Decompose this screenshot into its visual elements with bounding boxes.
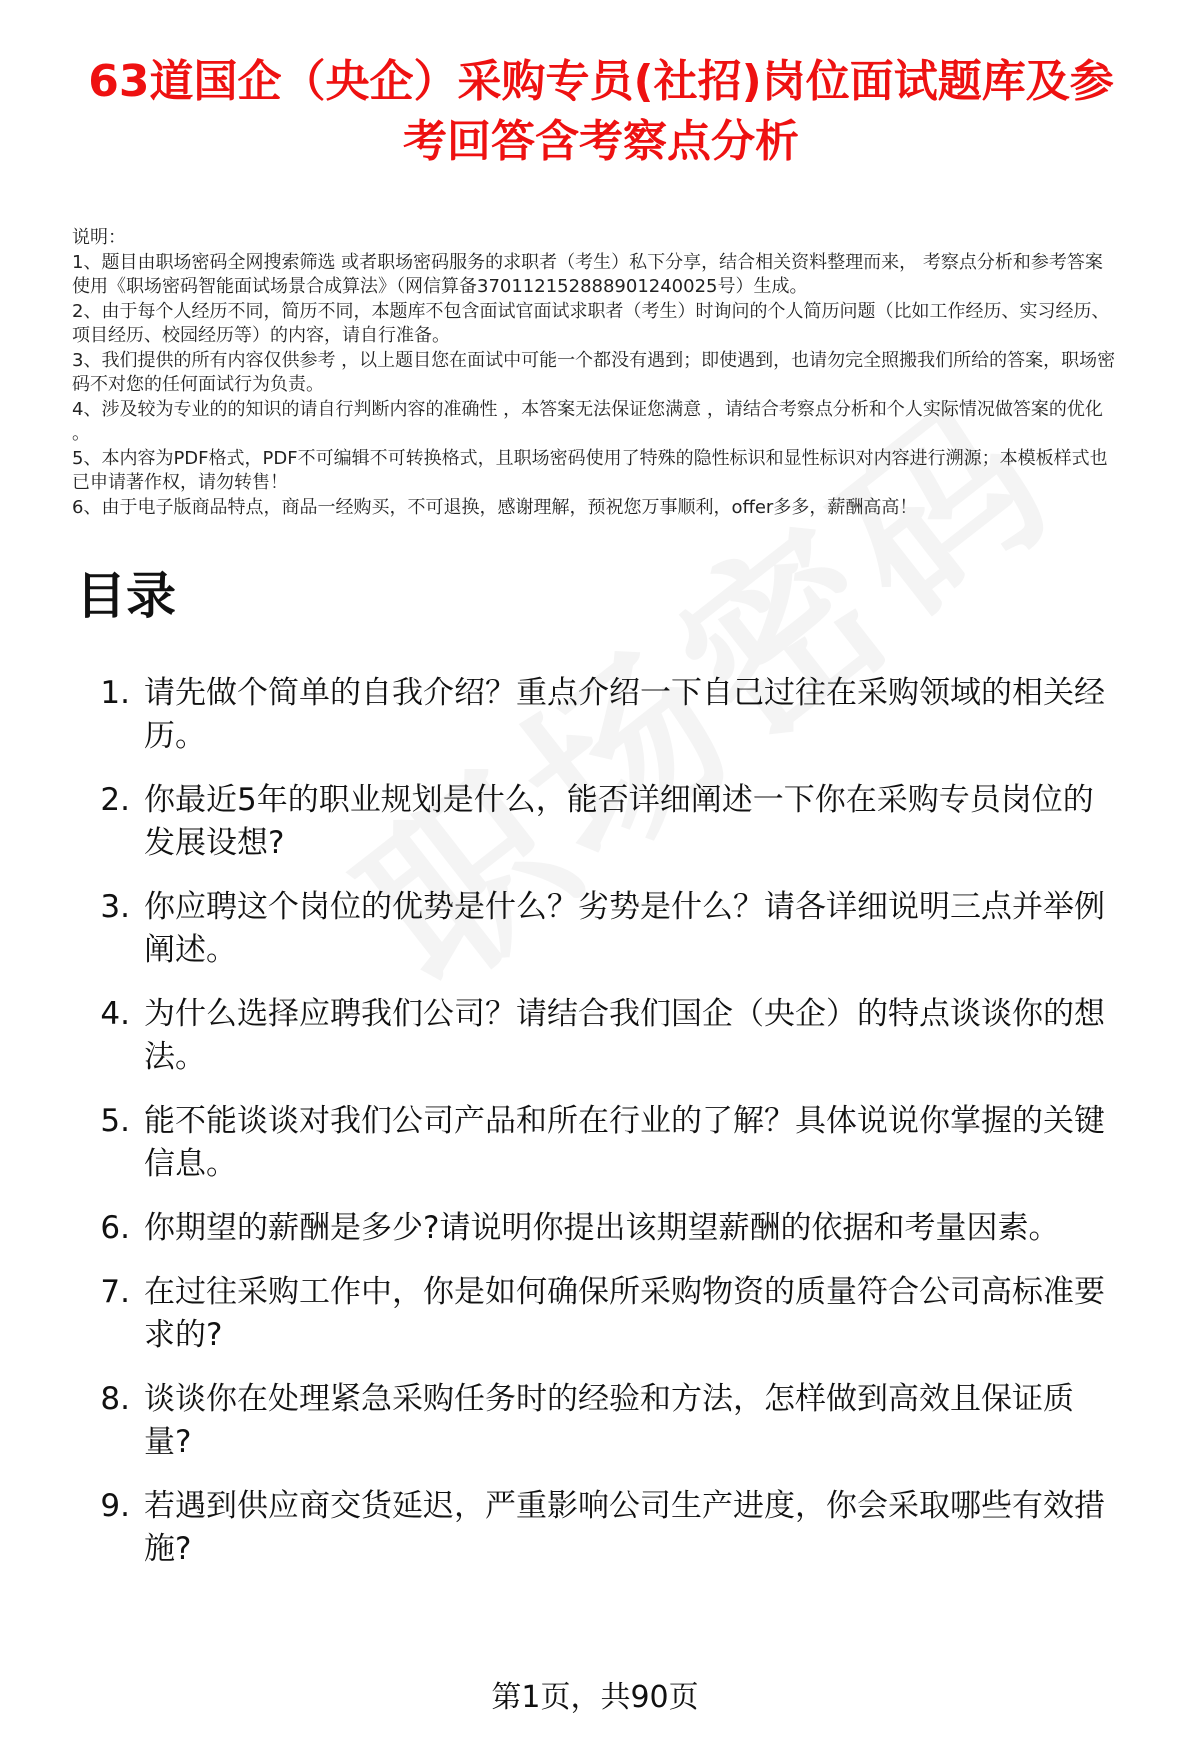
note-item-5: 5、本内容为PDF格式，PDF不可编辑不可转换格式，且职场密码使用了特殊的隐性标识和显性标识对内容进行溯源；本模板样式也已申请著作权，请勿转售！ bbox=[72, 447, 1108, 493]
toc-item-text: 你应聘这个岗位的优势是什么？劣势是什么？请各详细说明三点并举例阐述。 bbox=[144, 889, 1105, 968]
note-item-1: 1、题目由职场密码全网搜索筛选 或者职场密码服务的求职者（考生）私下分享，结合相关资料整理而来， 考察点分析和参考答案使用《职场密码智能面试场景合成算法》（网信算备370112152888901240025号）生成。 bbox=[72, 251, 1103, 297]
toc-item[interactable] bbox=[72, 993, 1118, 1079]
document-title: 63道国企（央企）采购专员(社招)岗位面试题库及参考回答含考察点分析 bbox=[88, 56, 1114, 167]
toc-item[interactable] bbox=[72, 1378, 1118, 1464]
toc-item-text: 请先做个简单的自我介绍？重点介绍一下自己过往在采购领域的相关经历。 bbox=[144, 675, 1105, 754]
note-item-3: 3、我们提供的所有内容仅供参考 ，以上题目您在面试中可能一个都没有遇到；即使遇到，也请勿完全照搬我们所给的答案，职场密码不对您的任何面试行为负责。 bbox=[72, 349, 1116, 395]
page-number: 第1页，共90页 bbox=[491, 1680, 699, 1715]
toc-item-text: 为什么选择应聘我们公司？请结合我们国企（央企）的特点谈谈你的想法。 bbox=[144, 996, 1105, 1075]
toc-heading: 目录 bbox=[76, 567, 176, 625]
toc-item-number: 1. bbox=[100, 675, 130, 711]
note-item-6: 6、由于电子版商品特点，商品一经购买，不可退换，感谢理解，预祝您万事顺利，offer多多，薪酬高高！ bbox=[72, 496, 918, 518]
toc-item[interactable] bbox=[72, 886, 1118, 972]
toc-item[interactable] bbox=[72, 1100, 1118, 1186]
toc-item-text: 你期望的薪酬是多少?请说明你提出该期望薪酬的依据和考量因素。 bbox=[144, 1210, 1060, 1246]
toc-list bbox=[72, 672, 1118, 1571]
toc-item[interactable] bbox=[72, 1207, 1118, 1250]
note-item-2: 2、由于每个人经历不同，简历不同，本题库不包含面试官面试求职者（考生）时询问的个人简历问题（比如工作经历、实习经历、项目经历、校园经历等）的内容，请自行准备。 bbox=[72, 300, 1110, 346]
toc-item-number: 8. bbox=[100, 1381, 130, 1417]
toc-item-number: 2. bbox=[100, 782, 130, 818]
toc-item[interactable] bbox=[72, 1271, 1118, 1357]
toc-item-number: 9. bbox=[100, 1488, 130, 1524]
toc-item-number: 5. bbox=[100, 1103, 130, 1139]
toc-item[interactable] bbox=[72, 779, 1118, 865]
toc-item-text: 若遇到供应商交货延迟，严重影响公司生产进度，你会采取哪些有效措施? bbox=[144, 1488, 1105, 1567]
toc-item-text: 谈谈你在处理紧急采购任务时的经验和方法，怎样做到高效且保证质量? bbox=[144, 1381, 1074, 1460]
toc-item-number: 7. bbox=[100, 1274, 130, 1310]
notes-label: 说明： bbox=[72, 227, 126, 248]
toc-item-number: 4. bbox=[100, 996, 130, 1032]
toc-item-number: 6. bbox=[100, 1210, 130, 1246]
toc-item-number: 3. bbox=[100, 889, 130, 925]
toc-item[interactable] bbox=[72, 672, 1118, 758]
notes-section bbox=[72, 226, 1118, 520]
toc-item-text: 能不能谈谈对我们公司产品和所在行业的了解？具体说说你掌握的关键信息。 bbox=[144, 1103, 1105, 1182]
note-item-4: 4、涉及较为专业的的知识的请自行判断内容的准确性 ，本答案无法保证您满意 ，请结合考察点分析和个人实际情况做答案的优化 。 bbox=[72, 398, 1103, 444]
toc-item-text: 你最近5年的职业规划是什么，能否详细阐述一下你在采购专员岗位的发展设想? bbox=[144, 782, 1094, 861]
toc-item[interactable] bbox=[72, 1485, 1118, 1571]
toc-item-text: 在过往采购工作中，你是如何确保所采购物资的质量符合公司高标准要求的? bbox=[144, 1274, 1105, 1353]
